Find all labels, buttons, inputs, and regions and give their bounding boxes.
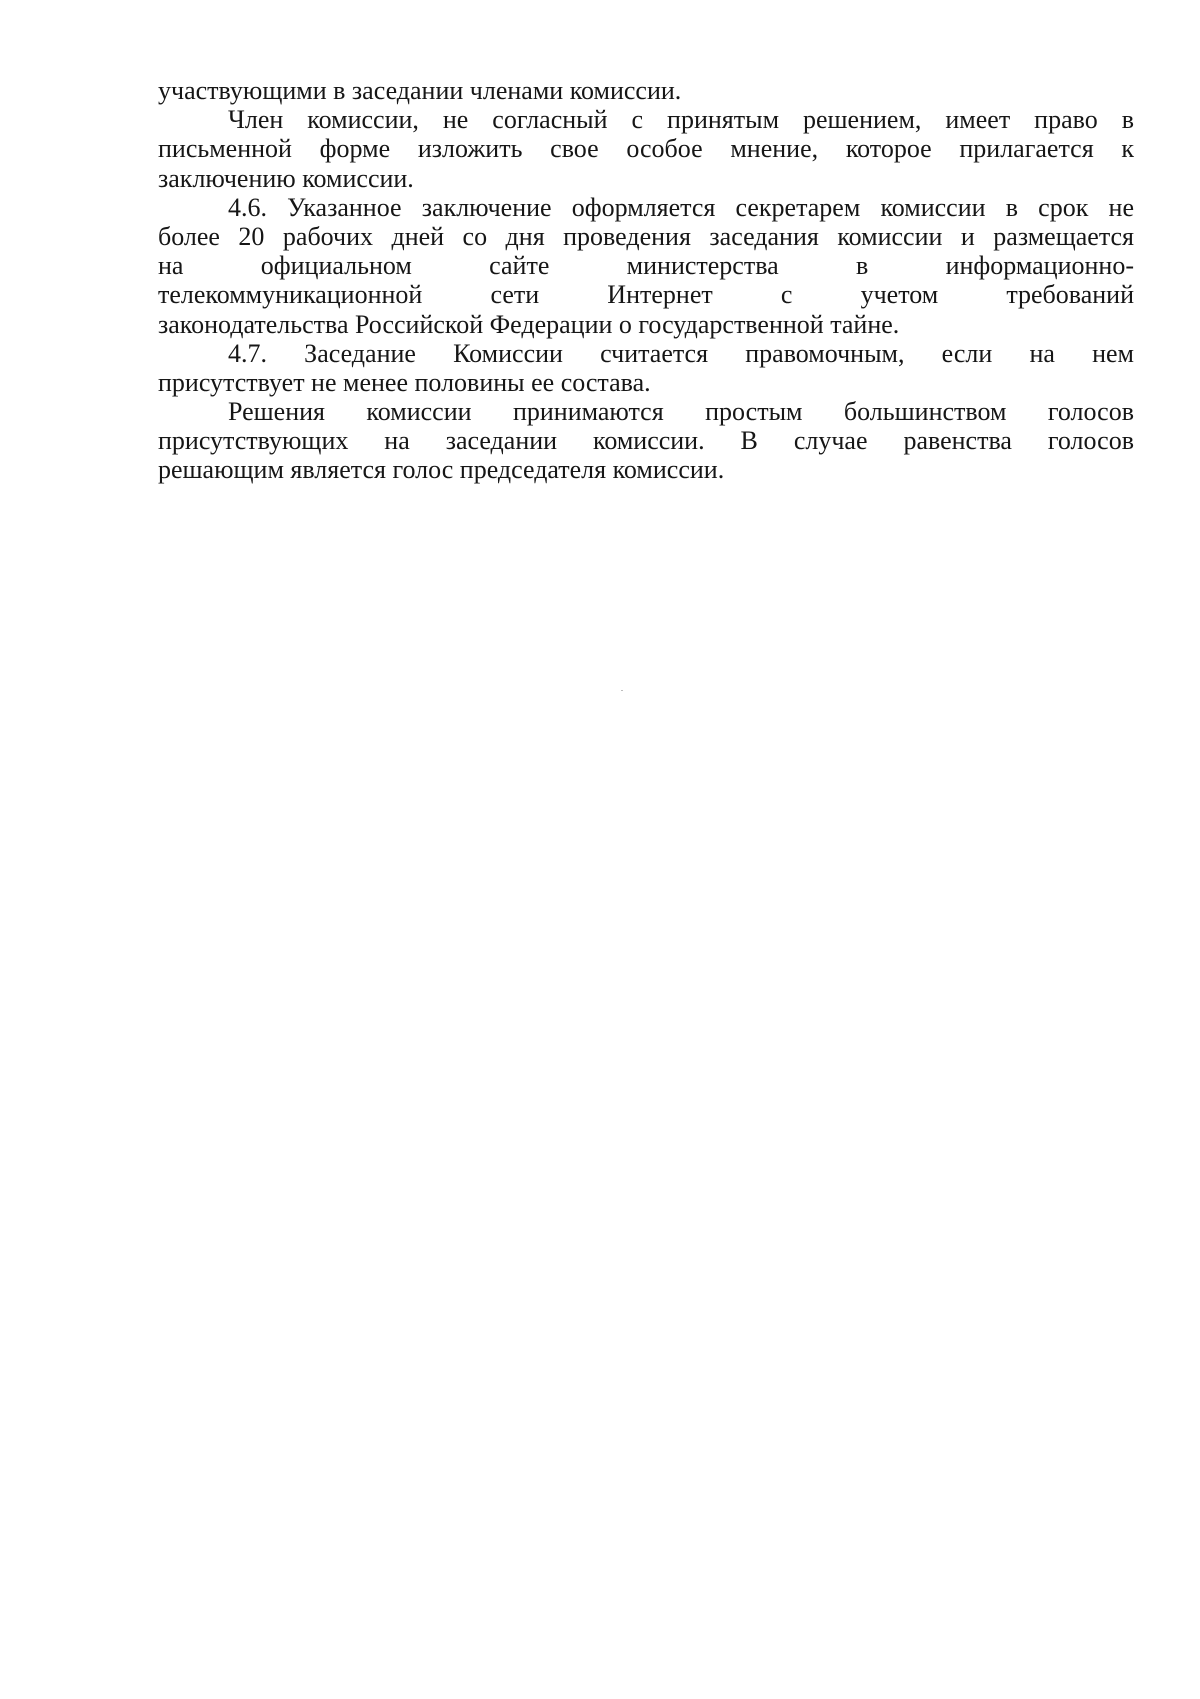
text-line: решающим является голос председателя комиссии. [158,455,725,485]
text-line: участвующими в заседании членами комиссии. [158,76,682,105]
text-line: заключению комиссии. [158,163,414,193]
paragraph-dissenting-opinion [158,105,1134,193]
text-line: присутствует не менее половины ее состава. [158,367,651,397]
text-line: 4.7. Заседание Комиссии считается правомочным, если на нем [228,338,1134,368]
text-line: Решения комиссии принимаются простым большинством голосов [228,397,1134,427]
scan-speck [621,690,623,691]
text-line: законодательства Российской Федерации о государственной тайне. [158,309,900,339]
paragraph-decisions [158,397,1134,485]
text-line: присутствующих на заседании комиссии. В случае равенства голосов [158,426,1134,456]
text-line: более 20 рабочих дней со дня проведения заседания комиссии и размещается [158,221,1134,251]
text-line: Член комиссии, не согласный с принятым решением, имеет право в [228,105,1134,135]
paragraph-4-7 [158,339,1134,397]
text-line: письменной форме изложить свое особое мнение, которое прилагается к [158,134,1134,164]
paragraph-4-6 [158,193,1134,339]
document-body [158,76,1134,485]
text-line: телекоммуникационной сети Интернет с учетом требований [158,280,1134,310]
paragraph-continuation [158,76,1134,105]
text-line: на официальном сайте министерства в информационно- [158,251,1134,281]
text-line: 4.6. Указанное заключение оформляется секретарем комиссии в срок не [228,192,1134,222]
